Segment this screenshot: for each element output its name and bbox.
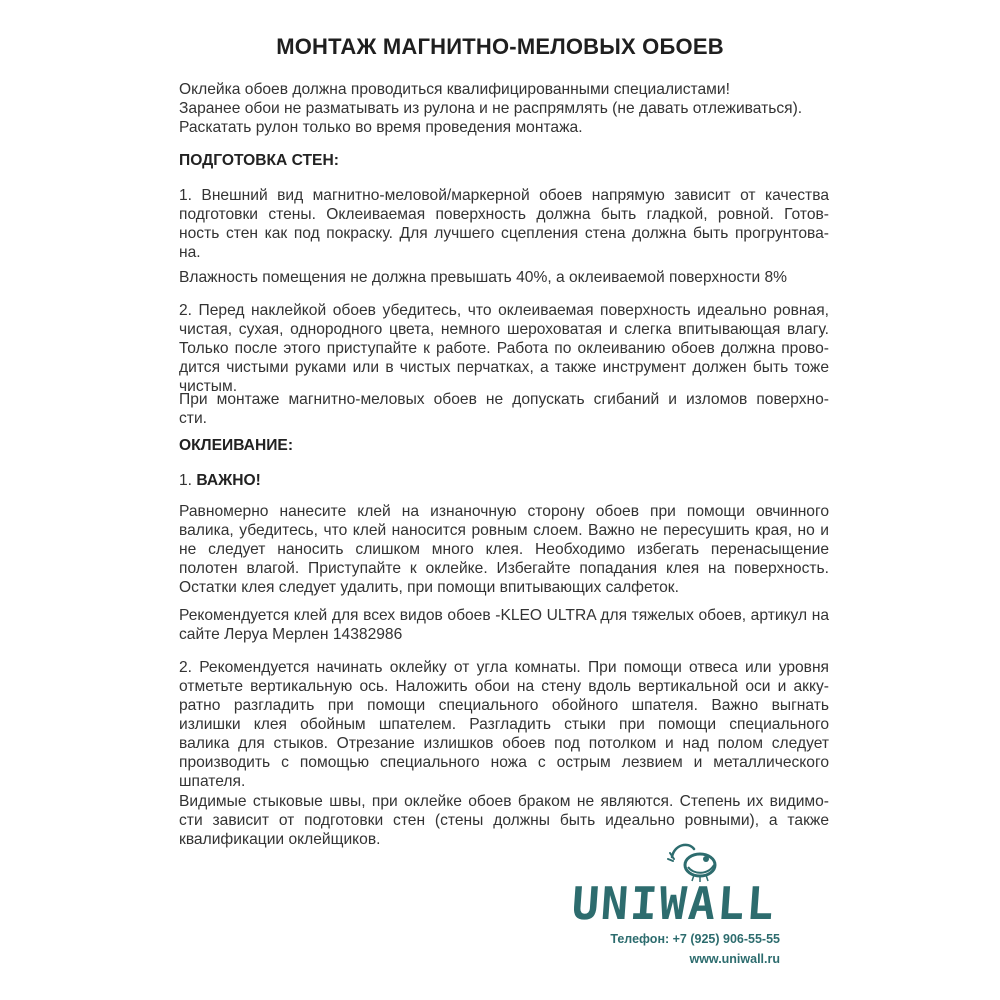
paragraph-line: ратно разгладить при помощи специального обойного шпателя. Важно выгнать (179, 697, 829, 714)
humidity-paragraph (179, 268, 829, 287)
paragraph-line: сти зависит от подготовки стен (стены должны быть идеально ровными), а также (179, 812, 829, 829)
paragraph-line: не следует наносить слишком много клея. Необходимо избегать перенасыщение (179, 541, 829, 558)
paragraph-line: отметьте вертикальную ось. Наложить обои на стену вдоль вертикальной оси и акку- (179, 678, 829, 695)
gluing-paragraph-3 (179, 792, 829, 849)
paragraph-line: валика, убедитесь, что клей наносится ровным слоем. Важно не пересушить края, но и (179, 522, 829, 539)
section-heading-wall-prep: ПОДГОТОВКА СТЕН: (179, 152, 339, 169)
paragraph-line: 2. Рекомендуется начинать оклейку от угла комнаты. При помощи отвеса или уровня (179, 659, 829, 676)
paragraph-line: Равномерно нанесите клей на изнаночную сторону обоев при помощи овчинного (179, 503, 829, 520)
wall-prep-paragraph-2 (179, 301, 829, 396)
paragraph-line: на. (179, 244, 201, 261)
paragraph-line: сайте Леруа Мерлен 14382986 (179, 626, 403, 643)
section-heading-gluing: ОКЛЕИВАНИЕ: (179, 437, 294, 454)
paragraph-line: 2. Перед наклейкой обоев убедитесь, что оклеиваемая поверхность идеально ровная, (179, 302, 829, 319)
contact-website: www.uniwall.ru (689, 952, 780, 966)
wall-prep-paragraph-3 (179, 390, 829, 428)
paragraph-line: Только после этого приступайте к работе. Работа по оклеиванию обоев должна прово- (179, 340, 829, 357)
paragraph-line: сти. (179, 410, 207, 427)
uniwall-logo-text: UNIWALL (570, 877, 778, 930)
paragraph-line: Остатки клея следует удалить, при помощи впитывающих салфеток. (179, 579, 679, 596)
gluing-paragraph-2 (179, 658, 829, 791)
contact-phone: Телефон: +7 (925) 906-55-55 (610, 932, 780, 946)
important-item (179, 472, 261, 490)
paragraph-line: При монтаже магнитно-меловых обоев не допускать сгибаний и изломов поверхно- (179, 391, 829, 408)
paragraph-line: полотен влагой. Приступайте к оклейке. Избегайте попадания клея на поверхность. (179, 560, 829, 577)
paragraph-line: чистая, сухая, однородного цвета, немного шероховатая и слегка впитывающая влагу. (179, 321, 829, 338)
paragraph-line: чистым. (179, 378, 238, 395)
intro-line: Оклейка обоев должна проводиться квалифицированными специалистами! (179, 81, 730, 98)
paragraph-line: квалификации оклейщиков. (179, 831, 381, 848)
paragraph-line: валика для стыков. Отрезание излишков обоев под потолком и над полом следует (179, 735, 829, 752)
gluing-paragraph-1 (179, 502, 829, 597)
intro-line: Раскатать рулон только во время проведения монтажа. (179, 119, 583, 136)
paragraph-line: дится чистыми руками или в чистых перчатках, а также инструмент должен быть тоже (179, 359, 829, 376)
paragraph-line: производить с помощью специального ножа с острым лезвием и металлического (179, 754, 829, 771)
important-label: ВАЖНО! (196, 472, 261, 489)
page-title: МОНТАЖ МАГНИТНО-МЕЛОВЫХ ОБОЕВ (276, 34, 724, 59)
paragraph-line: 1. Внешний вид магнитно-меловой/маркерной обоев напрямую зависит от качества (179, 187, 829, 204)
paragraph-line: подготовки стены. Оклеиваемая поверхность должна быть гладкой, ровной. Готов- (179, 206, 829, 223)
paragraph-line: Рекомендуется клей для всех видов обоев -KLEO ULTRA для тяжелых обоев, артикул на (179, 607, 829, 624)
intro-paragraph (179, 80, 829, 137)
paragraph-line: Видимые стыковые швы, при оклейке обоев браком не являются. Степень их видимо- (179, 793, 829, 810)
wall-prep-paragraph-1 (179, 186, 829, 262)
paragraph-line: Влажность помещения не должна превышать 40%, а оклеиваемой поверхности 8% (179, 269, 788, 286)
paragraph-line: излишки клея обойным шпателем. Разгладить стыки при помощи специального (179, 716, 829, 733)
intro-line: Заранее обои не разматывать из рулона и не распрямлять (не давать отлеживаться). (179, 100, 803, 117)
glue-recommendation (179, 606, 829, 644)
item-number: 1. (179, 472, 193, 489)
paragraph-line: шпателя. (179, 773, 246, 790)
paragraph-line: ность стен как под покраску. Для лучшего сцепления стена должна быть прогрунтова- (179, 225, 829, 242)
